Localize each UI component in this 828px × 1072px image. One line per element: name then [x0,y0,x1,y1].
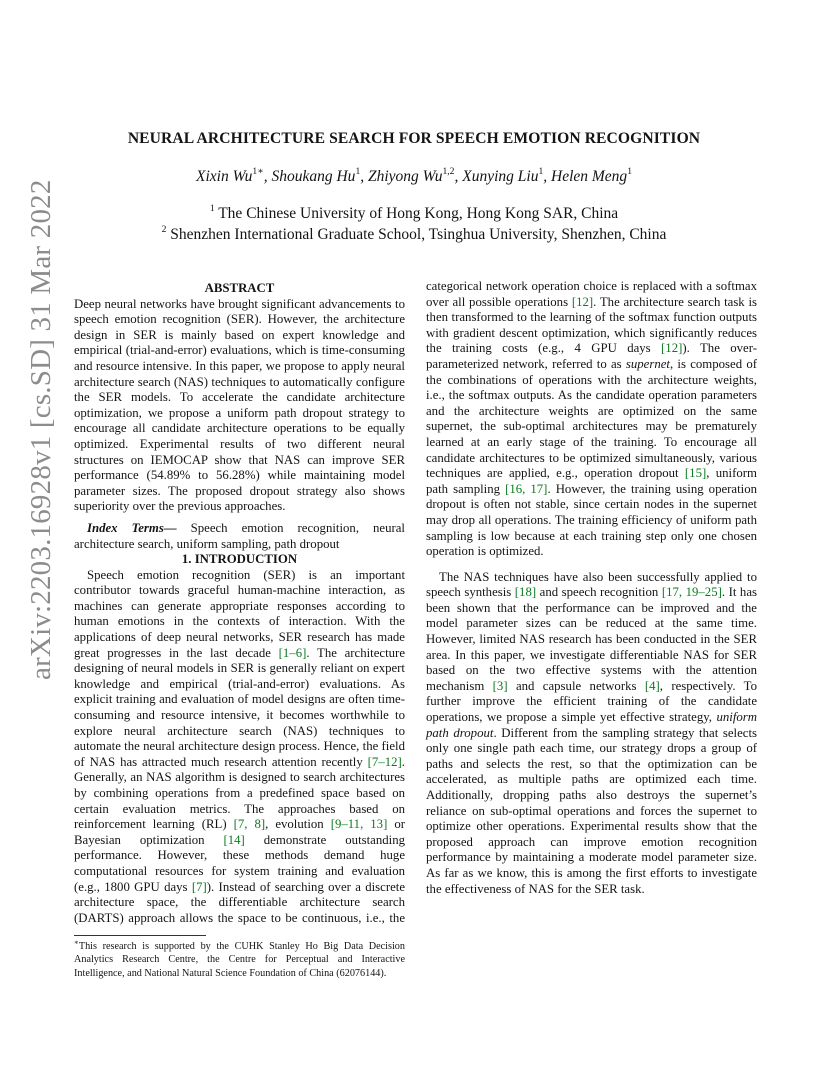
text-run: demonstrate outstanding performance. However, these methods demand huge computational resources for system training and evaluation (e.g., 1800 GPU days [74,832,405,894]
author: Xixin $Wu^{1∗}$, [196,165,272,185]
author-list [60,165,768,186]
paper-title: NEURAL ARCHITECTURE SEARCH FOR SPEECH EMOTION RECOGNITION [127,130,701,147]
index-terms: Index Terms— Speech emotion recognition, neural architecture search, uniform sampling, path dropout [74,520,405,551]
text-run: ). Instead of searching over a discrete architecture space, the differentiable architecture search (DARTS) approach allows the space to be continuous, i.e., the [74,879,405,925]
text-run: . The architecture search task is then transformed to the learning of the softmax function outputs with gradient descent optimization, which significantly reduces the training costs (e.g., 4 GPU days [426,294,758,356]
intro-paragraph-1 [74,568,405,927]
affiliation-1: $^1$ The Chinese University of Hong Kong, Hong Kong SAR, China [209,202,619,222]
introduction-heading: 1. INTRODUCTION [181,552,298,567]
arxiv-stamp: arXiv:2203.16928v1 [cs.SD] 31 Mar 2022 [25,179,57,680]
emphasis-term: supernet [625,356,670,371]
citation-link[interactable]: [15] [684,466,707,481]
footnote-divider [74,935,206,936]
intro-paragraph-1-continued [426,279,757,560]
text-run: ). The over-parameterized network, referred to as [426,341,757,371]
citation-link[interactable]: [14] [223,832,245,847]
text-run: categorical network operation choice is replaced with a softmax over all possible operations [426,279,757,309]
author: Xunying Liu$^1$, [462,165,551,185]
citation-link[interactable]: [17, 19–25] [661,585,722,600]
citation-link[interactable]: [18] [514,585,537,600]
citation-link[interactable]: [12] [661,341,683,356]
citation-link[interactable]: [4] [644,678,660,693]
text-run: , respectively. To further improve the efficient training of the candidate operations, we propose a simple yet effective strategy, [426,678,757,725]
citation-link[interactable]: [1–6] [278,645,307,660]
citation-link[interactable]: [9–11, 13] [330,817,388,832]
text-run: . Different from the sampling strategy that selects only one single path each time, our strategy drops a group of paths and selects the rest, so that the optimization can be accelerated, as multiple paths are optimized each time. Additionally, dropping paths also destroys the supernet’s reliance on sub-optimal operations and forces the supernet to optimize other operations. Experimental results show that the proposed approach can improve emotion recognition performance by maintaining a moderate model parameter size. As far as we know, this is among the first efforts to investigate the effectiveness of NAS for the SER task. [426,725,757,896]
left-column [74,281,405,926]
citation-link[interactable]: [16, 17] [505,481,548,496]
affiliation-2: $^2$ Shenzhen International Graduate School, Tsinghua University, Shenzhen, China [161,223,667,243]
author: Shoukang Hu$^1$, [271,165,368,185]
citation-link[interactable]: [3] [492,678,508,693]
text-run: , evolution [265,817,331,832]
emphasis-term: uniform path dropout [426,710,757,740]
author: Zhiyong Wu$^{1,2}$, [367,165,463,185]
text-run: , is composed of the combinations of operations with the architecture weights, i.e., the softmax outputs. As the candidate operation parameters and the architecture weights are optimized on the same supernet, the sub-optimal architectures may be prematurely learned at an early stage of the training. To encourage all candidate architectures to be optimized simultaneously, various techniques are applied, e.g., operation dropout [426,356,757,481]
text-run: or Bayesian optimization [74,817,406,847]
text-run: , uniform path sampling [426,466,757,496]
abstract-text: Deep neural networks have brought significant advancements to speech emotion recognition (SER). However, the architecture design in SER is mainly based on expert knowledge and empirical (trial-and-error) evaluations, which is time-consuming and resource intensive. In this paper, we propose to apply neural architecture search (NAS) techniques to automatically configure the SER models. To accelerate the candidate architecture optimization, we propose a uniform path dropout strategy to encourage all candidate architecture operations to be equally optimized. Experimental results of two different neural structures on IEMOCAP show that NAS can improve SER performance (54.89% to 56.28%) while maintaining model parameter sizes. The proposed dropout strategy also shows superiority over the previous approaches. [74,296,405,514]
text-run: and speech recognition [536,585,662,600]
text-run: . It has been shown that the performance can be improved and the model parameter sizes can be reduced at the same time. However, limited NAS research has been conducted in the SER area. In this paper, we investigate differentiable NAS for SER based on the two effective systems with the attention mechanism [426,585,757,693]
intro-paragraph-2 [426,570,757,897]
text-run: The NAS techniques have also been successfully applied to speech synthesis [426,569,757,600]
right-column [426,279,757,897]
author: Helen Meng$^1$ [551,165,632,185]
text-run: . Generally, an NAS algorithm is designed to search architectures by combining operations from a predefined space based on certain evaluation metrics. The approaches based on reinforcement learning (RL) [74,754,405,832]
text-run: and capsule networks [507,678,645,693]
citation-link[interactable]: [12] [571,294,594,309]
citation-link[interactable]: [7] [191,879,207,894]
footnote: ∗This research is supported by the CUHK Stanley Ho Big Data Decision Analytics Research Centre, the Centre for Perceptual and Interactive Intelligence, and National Natural Science Foundation of China (62076144). [74,938,405,979]
abstract-heading: ABSTRACT [204,281,275,295]
text-run: . However, the training using operation dropout is often not stable, since certain nodes in the supernet may drop all operations. The training efficiency of uniform path sampling is low because at each training step only one chosen operation is optimized. [426,481,757,559]
text-run: Speech emotion recognition (SER) is an important contributor towards graceful human-machine interaction, as machines can generate appropriate responses according to human emotions in the contexts of interaction. With the applications of deep neural networks, SER research has made great progresses in the last decade [74,567,405,660]
citation-link[interactable]: [7, 8] [233,817,266,832]
text-run: . The architecture designing of neural models in SER is generally reliant on expert knowledge and empirical (trial-and-error) evaluations. As explicit training and evaluation of model designs are often time-consuming and resource intensive, it becomes worthwhile to explore neural architecture search (NAS) techniques to automate the neural architecture design process. Hence, the field of NAS has attracted much research attention recently [74,645,405,769]
citation-link[interactable]: [7–12] [367,754,402,769]
